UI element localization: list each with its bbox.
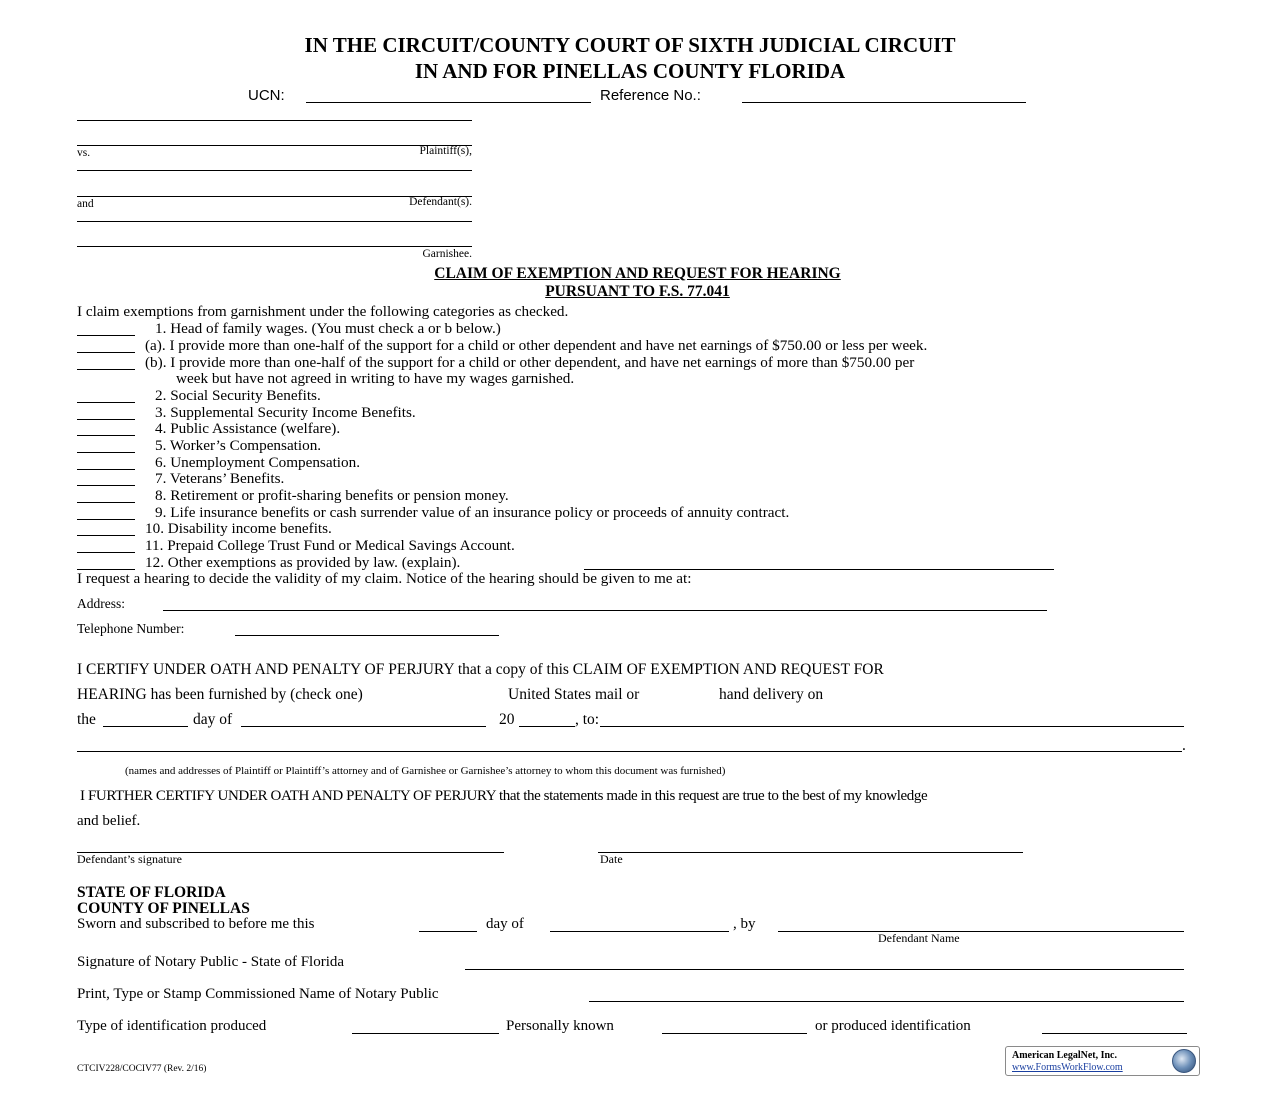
category-item: 2. Social Security Benefits. <box>155 387 321 404</box>
claim-title-line1: CLAIM OF EXEMPTION AND REQUEST FOR HEARING <box>434 265 841 282</box>
claim-title-line2: PURSUANT TO F.S. 77.041 <box>545 283 730 300</box>
sworn-month-field[interactable] <box>550 931 729 932</box>
service-year-field[interactable] <box>519 726 575 727</box>
reference-field[interactable] <box>742 102 1026 103</box>
notary-state: STATE OF FLORIDA <box>77 884 226 901</box>
category-item: 9. Life insurance benefits or cash surrender value of an insurance policy or proceeds of annuity contract. <box>155 504 790 521</box>
date-line[interactable] <box>598 852 1023 853</box>
sworn-by-label: , by <box>733 916 756 932</box>
check-blank-3[interactable] <box>77 419 135 420</box>
form-code: CTCIV228/COCIV77 (Rev. 2/16) <box>77 1064 207 1074</box>
logo-company-name: American LegalNet, Inc. <box>1012 1050 1117 1061</box>
day-of-label: day of <box>193 711 233 728</box>
us-mail-option[interactable]: United States mail or <box>508 686 640 703</box>
service-month-field[interactable] <box>241 726 486 727</box>
check-blank-2[interactable] <box>77 402 135 403</box>
defendant-name-field[interactable] <box>778 931 1184 932</box>
claim-intro: I claim exemptions from garnishment under the following categories as checked. <box>77 303 569 320</box>
the-label: the <box>77 711 96 728</box>
notary-name-field[interactable] <box>589 1001 1184 1002</box>
personally-known-field[interactable] <box>662 1033 807 1034</box>
logo-url-link[interactable]: www.FormsWorkFlow.com <box>1012 1062 1123 1073</box>
recipient-note: (names and addresses of Plaintiff or Plaintiff’s attorney and of Garnishee or Garnishee’s attorney to whom this document was furnished) <box>125 765 726 777</box>
recipient-period: . <box>1182 737 1186 754</box>
notary-county: COUNTY OF PINELLAS <box>77 900 250 917</box>
check-blank-6[interactable] <box>77 469 135 470</box>
date-label: Date <box>600 852 623 866</box>
category-item: 6. Unemployment Compensation. <box>155 454 361 471</box>
hearing-request: I request a hearing to decide the validity of my claim. Notice of the hearing should be given to me at: <box>77 570 692 587</box>
year-prefix: 20 <box>499 711 515 728</box>
check-blank-7[interactable] <box>77 485 135 486</box>
court-title-line1: IN THE CIRCUIT/COUNTY COURT OF SIXTH JUDICIAL CIRCUIT <box>304 33 956 57</box>
party-line[interactable] <box>77 221 472 222</box>
vs-label: vs. <box>77 147 91 159</box>
category-item: (a). I provide more than one-half of the support for a child or other dependent and have net earnings of $750.00 or less per week. <box>145 337 928 354</box>
notary-signature-field[interactable] <box>465 969 1184 970</box>
certify-line2: HEARING has been furnished by (check one) <box>77 686 363 703</box>
category-item: 11. Prepaid College Trust Fund or Medical Savings Account. <box>145 537 515 554</box>
notary-name-label: Print, Type or Stamp Commissioned Name of Notary Public <box>77 986 439 1002</box>
recipient-field-line2[interactable] <box>77 751 1182 752</box>
check-blank-8[interactable] <box>77 502 135 503</box>
ucn-label: UCN: <box>248 87 285 104</box>
telephone-label: Telephone Number: <box>77 621 185 636</box>
notary-signature-label: Signature of Notary Public - State of Florida <box>77 954 345 970</box>
further-certify-line2: and belief. <box>77 813 141 829</box>
category-item: 12. Other exemptions as provided by law. (explain). <box>145 554 461 571</box>
category-item: 8. Retirement or profit-sharing benefits or pension money. <box>155 487 509 504</box>
certify-line1: I CERTIFY UNDER OATH AND PENALTY OF PERJURY that a copy of this CLAIM OF EXEMPTION AND REQUEST FOR <box>77 661 884 678</box>
check-blank-1[interactable] <box>77 335 135 336</box>
americanlegalnet-logo <box>1005 1046 1200 1076</box>
produced-id-label: or produced identification <box>815 1018 971 1034</box>
category-item: 7. Veterans’ Benefits. <box>155 470 285 487</box>
id-type-field[interactable] <box>352 1033 499 1034</box>
address-label: Address: <box>77 596 125 611</box>
check-blank-10[interactable] <box>77 535 135 536</box>
personally-known-label: Personally known <box>506 1018 614 1034</box>
party-line[interactable] <box>77 170 472 171</box>
category-item: 1. Head of family wages. (You must check a or b below.) <box>155 320 501 337</box>
category-item: 4. Public Assistance (welfare). <box>155 420 341 437</box>
court-title-line2: IN AND FOR PINELLAS COUNTY FLORIDA <box>414 59 846 83</box>
party-line[interactable] <box>77 120 472 121</box>
reference-label: Reference No.: <box>600 87 701 104</box>
check-blank-5[interactable] <box>77 452 135 453</box>
garnishee-label: Garnishee. <box>422 248 472 260</box>
service-day-field[interactable] <box>103 726 188 727</box>
further-certify-line1: I FURTHER CERTIFY UNDER OATH AND PENALTY OF PERJURY that the statements made in this request are true to the best of my knowledge <box>80 788 928 804</box>
globe-icon <box>1172 1049 1196 1073</box>
sworn-text: Sworn and subscribed to before me this <box>77 916 315 932</box>
category-item: (b). I provide more than one-half of the support for a child or other dependent, and have net earnings of more than $750.00 per <box>145 354 915 371</box>
defendant-name-label: Defendant Name <box>878 931 960 945</box>
category-item-continuation: week but have not agreed in writing to have my wages garnished. <box>176 370 575 387</box>
sworn-day-field[interactable] <box>419 931 477 932</box>
party-line[interactable] <box>77 246 472 247</box>
sworn-day-of-label: day of <box>486 916 524 932</box>
id-produced-label: Type of identification produced <box>77 1018 267 1034</box>
check-blank-11[interactable] <box>77 552 135 553</box>
category-item: 10. Disability income benefits. <box>145 520 332 537</box>
ucn-field[interactable] <box>306 102 591 103</box>
category-item: 3. Supplemental Security Income Benefits. <box>155 404 416 421</box>
defendant-label: Defendant(s). <box>409 196 472 208</box>
check-blank-1b[interactable] <box>77 369 135 370</box>
telephone-field[interactable] <box>235 635 499 636</box>
and-label: and <box>77 198 94 210</box>
recipient-field[interactable] <box>600 726 1184 727</box>
hand-delivery-option[interactable]: hand delivery on <box>719 686 824 703</box>
defendant-signature-label: Defendant’s signature <box>77 852 182 866</box>
check-blank-9[interactable] <box>77 519 135 520</box>
to-label: , to: <box>575 711 600 728</box>
category-item: 5. Worker’s Compensation. <box>155 437 322 454</box>
plaintiff-label: Plaintiff(s), <box>419 145 472 157</box>
check-blank-1a[interactable] <box>77 352 135 353</box>
check-blank-4[interactable] <box>77 435 135 436</box>
produced-id-field[interactable] <box>1042 1033 1187 1034</box>
address-field[interactable] <box>163 610 1047 611</box>
